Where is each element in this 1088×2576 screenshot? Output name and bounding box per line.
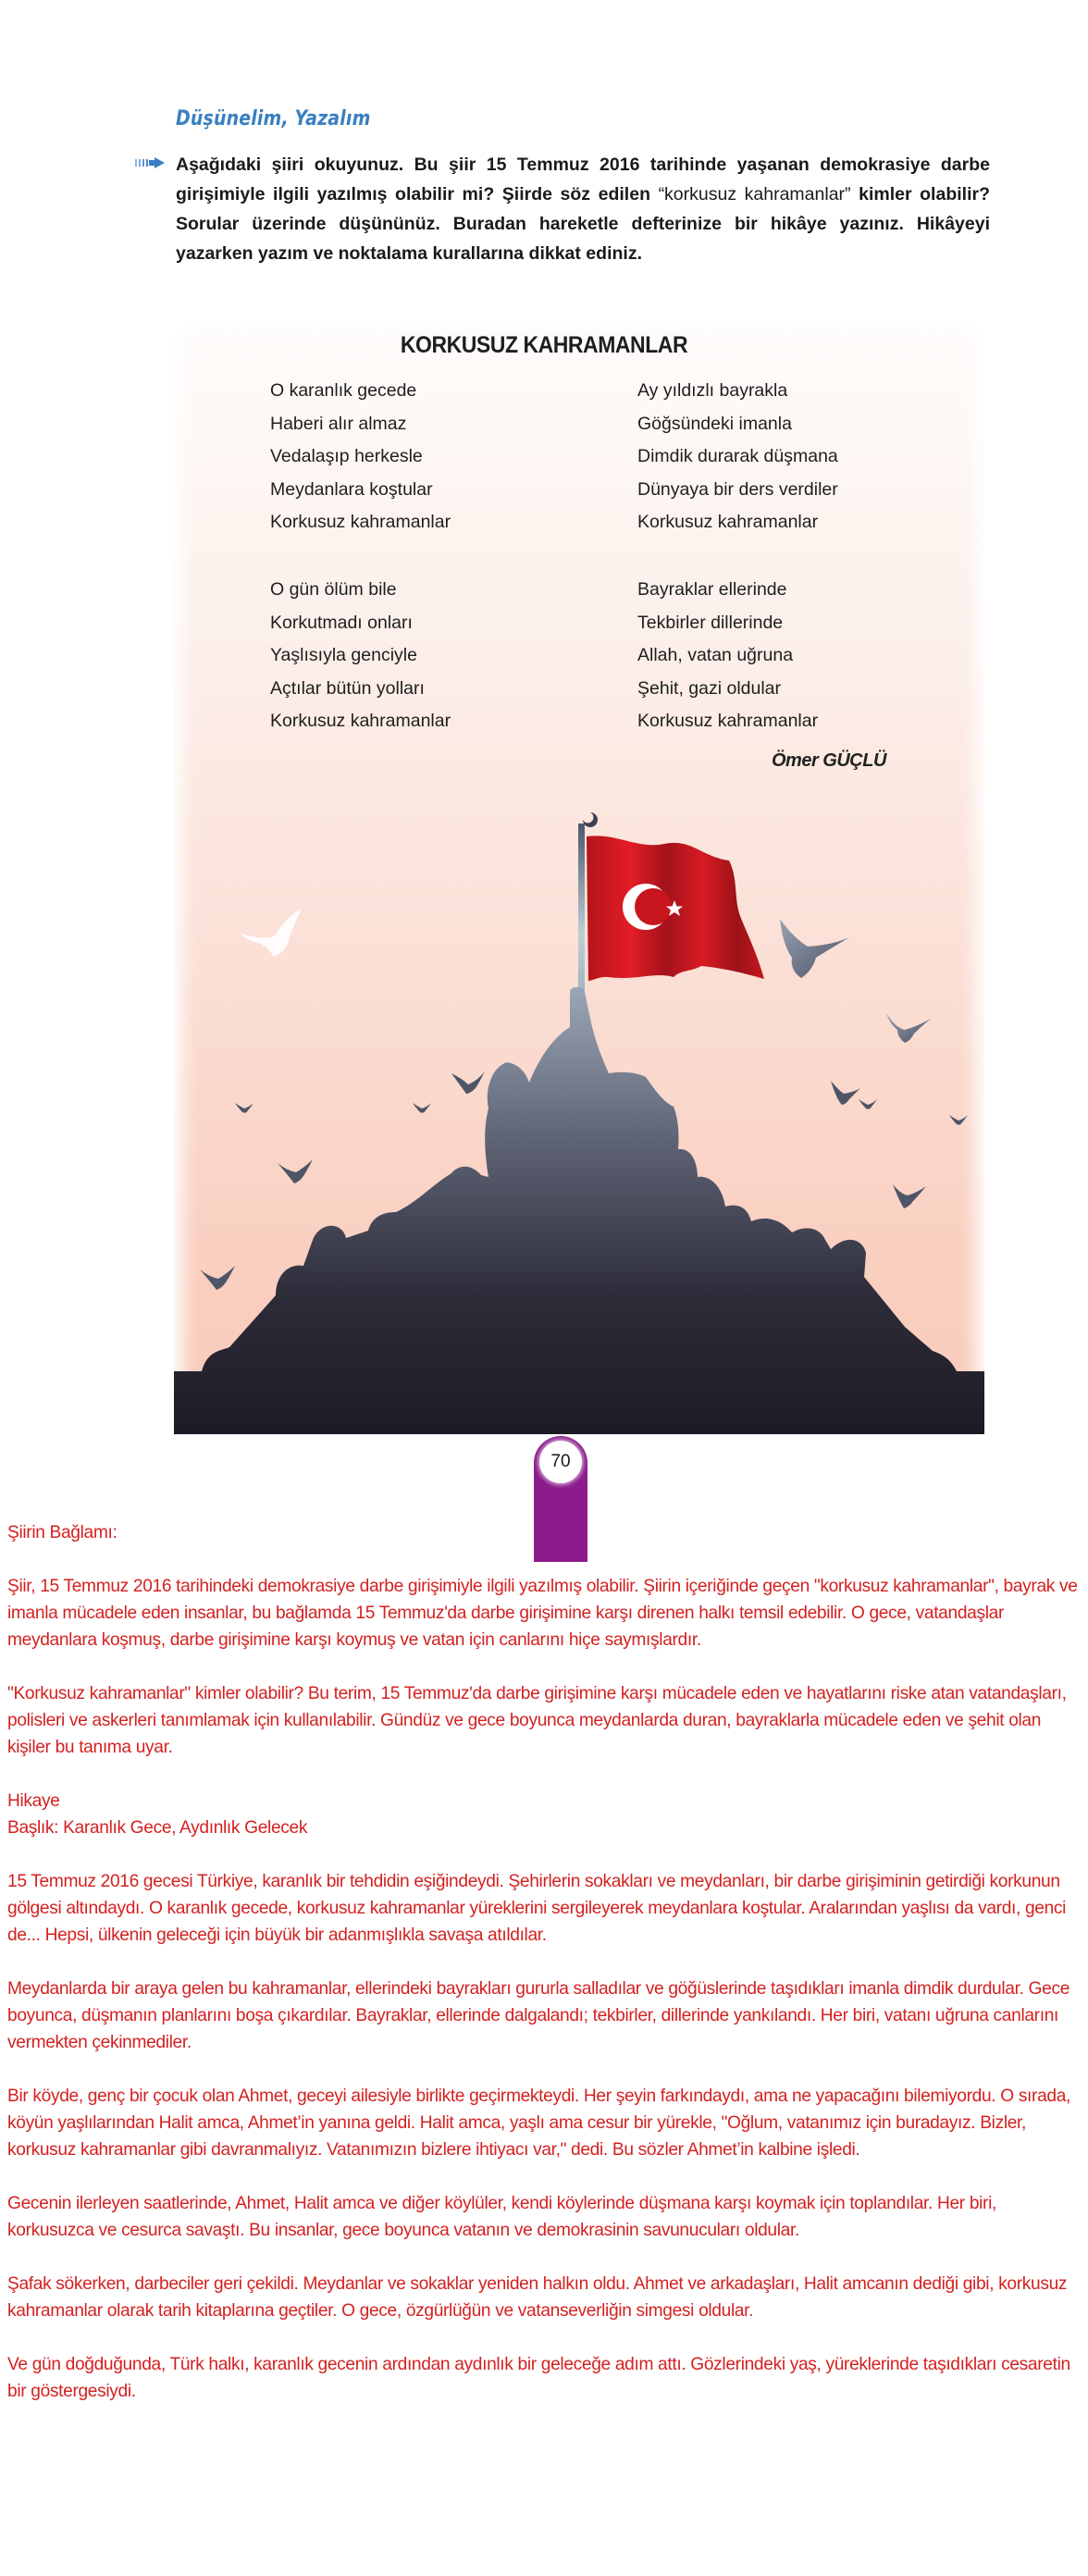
instructions-part-2: kimler olabilir? Sorular üzerinde düşününüz. Buradan hareketle defterinize bir hikâye yazınız. Hikâyeyi yazarken yazım ve noktalama kurallarına dikkat ediniz. [176, 184, 990, 264]
story-title: Başlık: Karanlık Gece, Aydınlık Gelecek [7, 1818, 308, 1838]
poem-line: Meydanlara koştular [270, 478, 433, 500]
poem-line: O gün ölüm bile [270, 579, 397, 600]
poem-line: Korkusuz kahramanlar [270, 711, 451, 731]
story-paragraph: Gecenin ilerleyen saatlerinde, Ahmet, Halit amca ve diğer köylüler, kendi köylerinde düşmana karşı koymak için toplandılar. Her biri, korkusuzca ve cesurca savaştı. Bu insanlar, gece boyunca vatanın ve demokrasinin savunucuları oldular. [7, 2194, 996, 2240]
story-paragraph: Bir köyde, genç bir çocuk olan Ahmet, geceyi ailesiyle birlikte geçirmekteydi. Her şeyin farkındaydı, ama ne yapacağını bilemiyordu. O sırada, köyün yaşlılarından Halit amca, Ahmet’in yanına geldi. Halit amca, yaşlı ama cesur bir yürekle, "Oğlum, vatanımız için buradayız. Bizler, korkusuz kahramanlar gibi davranmalıyız. Vatanımızın bizlere ihtiyacı var," dedi. Bu sözler Ahmet’in kalbine işledi. [7, 2087, 1071, 2160]
story-paragraph: Ve gün doğduğunda, Türk halkı, karanlık gecenin ardından aydınlık bir geleceğe adım attı. Gözlerindeki yaş, yüreklerinde taşıdıkları cesaretin bir göstergesiydi. [7, 2355, 1070, 2401]
poem-line: Korkutmadı onları [270, 612, 413, 633]
story-label: Hikaye [7, 1791, 60, 1811]
story-paragraph: Şafak sökerken, darbeciler geri çekildi. Meydanlar ve sokaklar yeniden halkın oldu. Ahmet ve arkadaşları, Halit amcanın dediği gibi, korkusuz kahramanlar olarak tarih kitaplarına geçtiler. O gece, özgürlüğün ve vatanseverliğin simgesi oldular. [7, 2274, 1068, 2321]
poem-line: Haberi alır almaz [270, 413, 407, 434]
poem-line: Korkusuz kahramanlar [637, 711, 819, 731]
poem-line: Açtılar bütün yolları [270, 677, 425, 699]
poem-line: Göğsündeki imanla [637, 413, 792, 434]
poem-line: Korkusuz kahramanlar [637, 512, 819, 532]
page-number: 70 [539, 1441, 582, 1483]
crowd-silhouette [174, 987, 984, 1434]
poem-line: Vedalaşıp herkesle [270, 446, 423, 466]
story-paragraph: Meydanlarda bir araya gelen bu kahramanlar, ellerindeki bayrakları gururla salladılar ve göğüslerinde taşıdıkları imanla dimdik durdular. Gece boyunca, düşmanın planlarını boşa çıkardılar. Bayraklar, ellerinde dalgalandı; tekbirler, dillerinde yankılandı. Her biri, vatanı uğruna canlarını vermekten çekinmediler. [7, 1979, 1070, 2052]
poem-line: O karanlık gecede [270, 380, 417, 401]
poem-line: Ay yıldızlı bayrakla [637, 380, 788, 401]
context-paragraph-2: "Korkusuz kahramanlar" kimler olabilir? Bu terim, 15 Temmuz'da darbe girişimine karşı mücadele eden ve hayatlarını riske atan vatandaşları, polisleri ve askerleri tanımlamak için kullanılabilir. Gündüz ve gece boyunca meydanlarda duran, bayraklarla mücadele eden ve şehit olan kişiler bu tanıma uyar. [7, 1684, 1067, 1757]
turkish-flag [587, 836, 764, 981]
poem-line: Şehit, gazi oldular [637, 677, 782, 699]
instructions-quote: “korkusuz kahramanlar” [658, 184, 851, 204]
poem-line: Korkusuz kahramanlar [270, 512, 451, 532]
context-paragraph-1: Şiir, 15 Temmuz 2016 tarihindeki demokrasiye darbe girişimiyle ilgili yazılmış olabilir. Şiirin içeriğinde geçen "korkusuz kahramanlar", bayrak ve imanla mücadele eden insanlar, bu bağlamda 15 Temmuz'da darbe girişimine karşı direnen halkı temsil edebilir. O gece, vatandaşlar meydanlara koşmuş, darbe girişimine karşı koymuş ve vatan için canlarını hiçe saymışlardır. [7, 1577, 1078, 1650]
poem-line: Dünyaya bir ders verdiler [637, 478, 838, 500]
context-heading: Şiirin Bağlamı: [7, 1523, 117, 1542]
poem-title: KORKUSUZ KAHRAMANLAR [400, 332, 688, 358]
poem-line: Bayraklar ellerinde [637, 579, 787, 600]
stanza-2-right [637, 574, 818, 738]
poem-line: Dimdik durarak düşmana [637, 446, 838, 466]
poem-line: Yaşlısıyla genciyle [270, 645, 417, 665]
section-title: Düşünelim, Yazalım [176, 107, 371, 130]
stanza-1-left [270, 375, 451, 539]
poem-line: Tekbirler dillerinde [637, 612, 784, 633]
stanza-1-right [637, 375, 838, 539]
poem-line: Allah, vatan uğruna [637, 645, 794, 665]
instructions-part-1: Aşağıdaki şiiri okuyunuz. Bu şiir 15 Temmuz 2016 tarihinde yaşanan demokrasiye darbe girişimiyle ilgili yazılmış olabilir mi? Şiirde söz edilen [176, 155, 990, 204]
answer-text [7, 1519, 1081, 2432]
instructions-text [176, 150, 990, 268]
story-paragraph: 15 Temmuz 2016 gecesi Türkiye, karanlık bir tehdidin eşiğindeydi. Şehirlerin sokakları ve meydanları, bir darbe girişiminin getirdiği korkunun gölgesi altındaydı. O karanlık gecede, korkusuz kahramanlar yüreklerini sergileyerek meydanlara koştular. Aralarından yaşlısı da vardı, genci de... Hepsi, ülkenin geleceği için büyük bir adanmışlıkla savaşa atıldılar. [7, 1872, 1067, 1945]
stanza-2-left [270, 574, 451, 738]
poem-author: Ömer GÜÇLÜ [772, 750, 886, 771]
arrow-right-icon [135, 157, 165, 168]
flag-raising-illustration [174, 796, 984, 1434]
